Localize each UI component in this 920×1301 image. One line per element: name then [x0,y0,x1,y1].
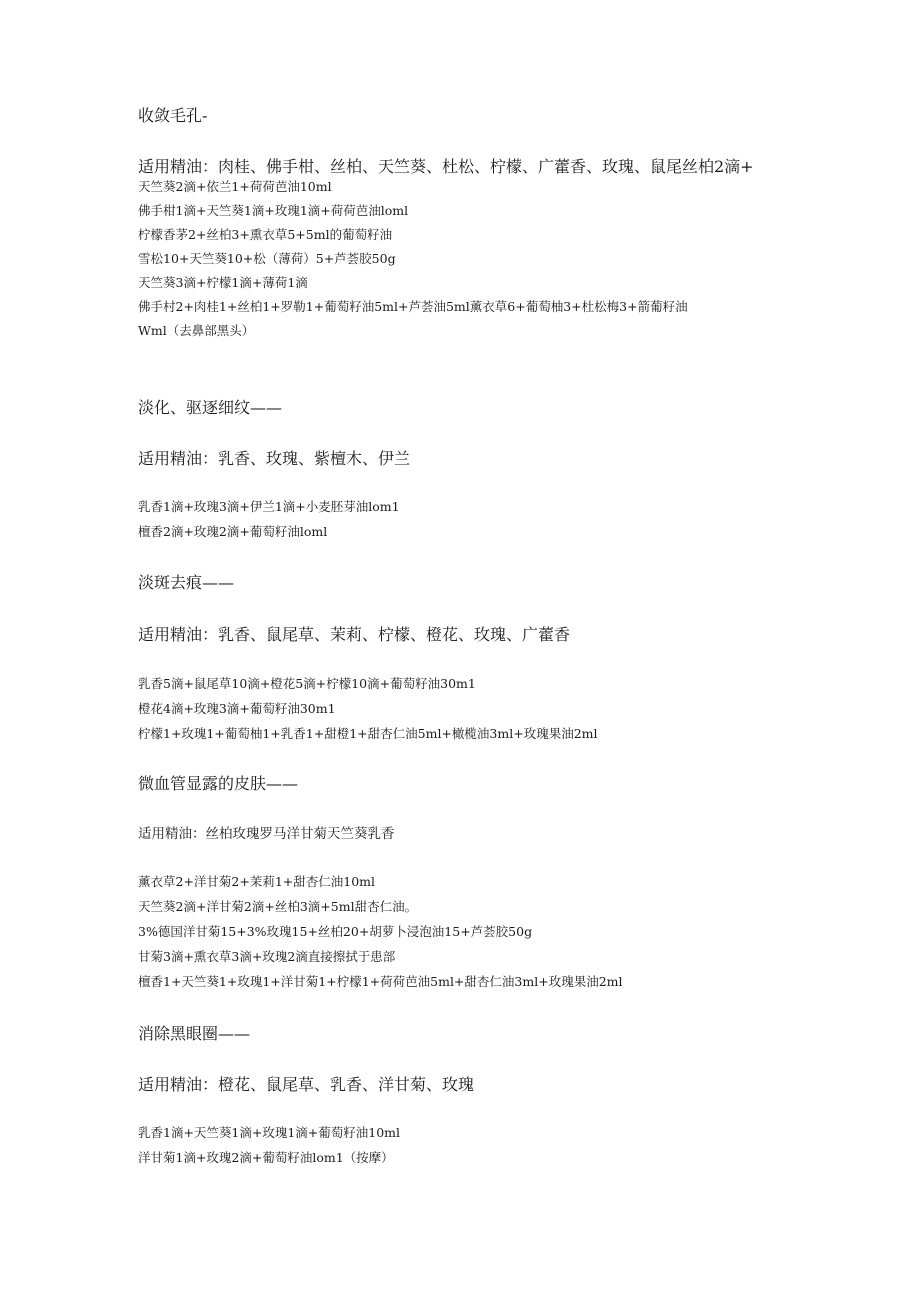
recipe-line: 佛手柑1滴+天竺葵1滴+玫瑰1滴+荷荷芭油loml [138,203,409,218]
recipe-line: 薰衣草2+洋甘菊2+茉莉1+甜杏仁油10ml [138,874,376,889]
recipe-line: 甘菊3滴+熏衣草3滴+玫瑰2滴直接擦拭于患部 [138,949,396,964]
essential-oils-intro: 适用精油：乳香、鼠尾草、茉莉、柠檬、橙花、玫瑰、广藿香 [138,625,571,644]
recipe-line: 乳香1滴+天竺葵1滴+玫瑰1滴+葡萄籽油10ml [138,1125,401,1140]
section-title: 微血管显露的皮肤—— [138,774,299,793]
recipe-line: 天竺葵3滴+柠檬1滴+薄荷1滴 [138,275,308,290]
recipe-line: Wml（去鼻部黑头） [138,323,255,338]
recipe-line: 檀香2滴+玫瑰2滴+葡萄籽油loml [138,524,328,539]
section-title: 淡化、驱逐细纹—— [138,398,283,417]
essential-oils-intro: 适用精油：丝柏玫瑰罗马洋甘菊天竺葵乳香 [138,826,395,842]
recipe-line: 檀香1+天竺葵1+玫瑰1+洋甘菊1+柠檬1+荷荷芭油5ml+甜杏仁油3ml+玫瑰果油2ml [138,974,623,989]
recipe-line: 橙花4滴+玫瑰3滴+葡萄籽油30m1 [138,701,336,716]
recipe-line: 乳香5滴+鼠尾草10滴+橙花5滴+柠檬10滴+葡萄籽油30m1 [138,676,476,691]
section-title: 收敛毛孔- [138,106,208,125]
recipe-line: 乳香1滴+玫瑰3滴+伊兰1滴+小麦胚芽油lom1 [138,499,400,514]
recipe-line: 雪松10+天竺葵10+松（薄荷）5+芦荟胶50g [138,251,396,266]
essential-oils-intro: 适用精油：乳香、玫瑰、紫檀木、伊兰 [138,449,411,468]
essential-oils-intro: 适用精油：肉桂、佛手柑、丝柏、天竺葵、杜松、柠檬、广藿香、玫瑰、鼠尾丝柏2滴+ [138,157,754,176]
recipe-line: 3%德国洋甘菊15+3%玫瑰15+丝柏20+胡萝卜浸泡油15+芦荟胶50g [138,924,533,939]
essential-oils-intro: 适用精油：橙花、鼠尾草、乳香、洋甘菊、玫瑰 [138,1075,475,1094]
recipe-line: 洋甘菊1滴+玫瑰2滴+葡萄籽油lom1（按摩） [138,1150,394,1165]
recipe-line: 佛手村2+肉桂1+丝柏1+罗勒1+葡萄籽油5ml+芦荟油5ml薰衣草6+葡萄柚3+杜松梅3+箭葡籽油 [138,299,688,314]
recipe-line: 柠檬香茅2+丝柏3+熏衣草5+5ml的葡萄籽油 [138,227,393,242]
essential-oils-intro-continued: 天竺葵2滴+依兰1+荷荷芭油10ml [138,179,332,194]
section-title: 淡斑去痕—— [138,573,235,592]
recipe-line: 柠檬1+玫瑰1+葡萄柚1+乳香1+甜橙1+甜杏仁油5ml+橄榄油3ml+玫瑰果油2ml [138,726,598,741]
recipe-line: 天竺葵2滴+洋甘菊2滴+丝柏3滴+5ml甜杏仁油。 [138,899,418,914]
section-title: 消除黑眼圈—— [138,1024,251,1043]
